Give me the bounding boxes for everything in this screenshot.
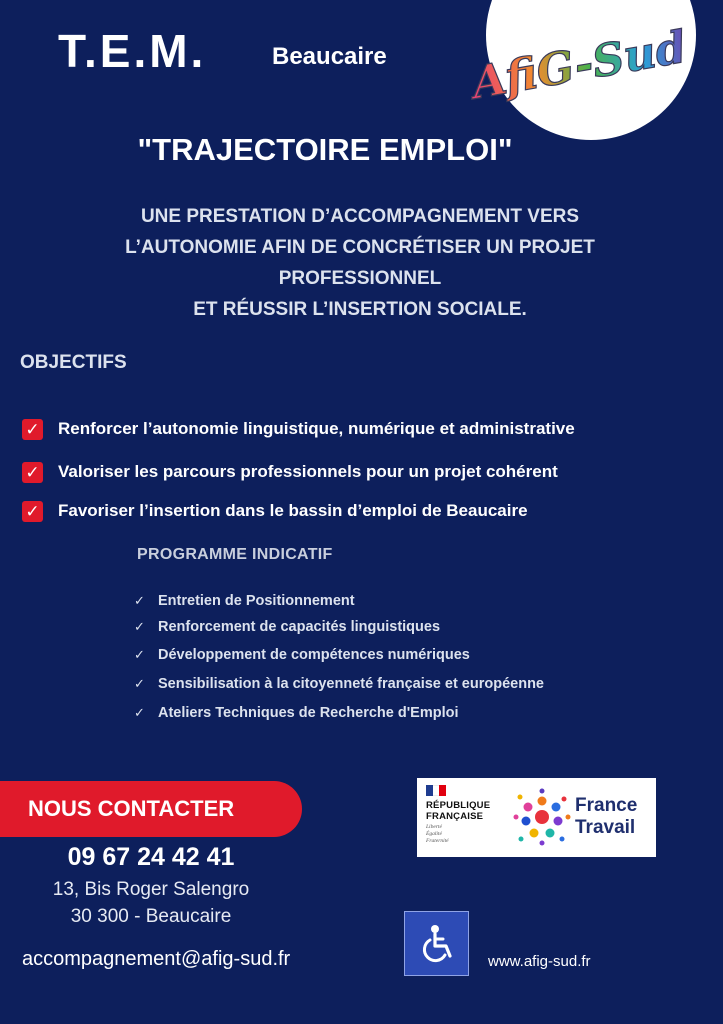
- objectifs-heading: OBJECTIFS: [20, 352, 127, 373]
- motto-line: Égalité: [426, 831, 442, 837]
- subtitle-line: L’AUTONOMIE AFIN DE CONCRÉTISER UN PROJET: [125, 237, 595, 258]
- objective-item: [22, 460, 558, 484]
- tick-icon: ✓: [134, 619, 145, 634]
- programme-item: [134, 619, 440, 635]
- tick-icon: ✓: [134, 705, 145, 720]
- logo-text: AfiG-Sud: [468, 21, 691, 110]
- partner-logos: [417, 778, 656, 857]
- motto-line: Liberté: [426, 824, 442, 830]
- accessibility-badge: [404, 911, 469, 976]
- contact-label: NOUS CONTACTER: [28, 796, 235, 821]
- programme-item: [134, 705, 459, 721]
- programme-text: Ateliers Techniques de Recherche d'Emploi: [158, 705, 459, 721]
- address-line-1: 13, Bis Roger Salengro: [52, 879, 250, 900]
- programme-item: [134, 647, 470, 663]
- tick-icon: ✓: [134, 647, 145, 662]
- checkbox-checked-icon: ✓: [22, 419, 43, 440]
- france-travail-line-2: Travail: [575, 817, 636, 838]
- wheelchair-icon: [415, 922, 459, 966]
- programme-item: [134, 593, 355, 609]
- org-short-name: T.E.M.: [58, 25, 207, 77]
- programme-item: [134, 676, 544, 692]
- address-line-2: 30 300 - Beaucaire: [70, 906, 232, 927]
- city-label: Beaucaire: [272, 43, 387, 70]
- programme-text: Entretien de Positionnement: [158, 593, 355, 609]
- subtitle-line: UNE PRESTATION D’ACCOMPAGNEMENT VERS: [140, 206, 580, 227]
- programme-heading: PROGRAMME INDICATIF: [137, 546, 333, 563]
- afig-sud-logo: [440, 10, 720, 120]
- objective-item: [22, 417, 575, 441]
- programme-text: Renforcement de capacités linguistiques: [158, 619, 441, 635]
- republique-line-1: RÉPUBLIQUE: [426, 800, 491, 811]
- france-travail-logo-icon: [512, 787, 572, 847]
- subtitle-line: ET RÉUSSIR L’INSERTION SOCIALE.: [193, 299, 527, 320]
- objective-item: [22, 499, 528, 523]
- programme-text: Sensibilisation à la citoyenneté française et européenne: [158, 676, 544, 692]
- tick-icon: ✓: [134, 676, 145, 691]
- phone-number[interactable]: 09 67 24 42 41: [67, 843, 235, 871]
- programme-text: Développement de compétences numériques: [158, 647, 470, 663]
- subtitle-line: PROFESSIONNEL: [278, 268, 442, 289]
- marianne-flag-icon: [426, 785, 446, 796]
- objective-text: Favoriser l’insertion dans le bassin d’emploi de Beaucaire: [58, 501, 528, 520]
- subtitle: [60, 201, 660, 325]
- checkbox-checked-icon: ✓: [22, 462, 43, 483]
- page-title: "TRAJECTOIRE EMPLOI": [137, 132, 513, 167]
- motto-line: Fraternité: [426, 838, 449, 844]
- email-link[interactable]: accompagnement@afig-sud.fr: [22, 948, 291, 970]
- france-travail-line-1: France: [575, 795, 638, 816]
- republique-line-2: FRANÇAISE: [426, 811, 484, 822]
- objective-text: Renforcer l’autonomie linguistique, numérique et administrative: [58, 419, 575, 438]
- tick-icon: ✓: [134, 593, 145, 608]
- checkbox-checked-icon: ✓: [22, 501, 43, 522]
- objective-text: Valoriser les parcours professionnels pour un projet cohérent: [58, 462, 558, 481]
- website-link[interactable]: www.afig-sud.fr: [488, 953, 591, 970]
- contact-banner: [0, 781, 302, 837]
